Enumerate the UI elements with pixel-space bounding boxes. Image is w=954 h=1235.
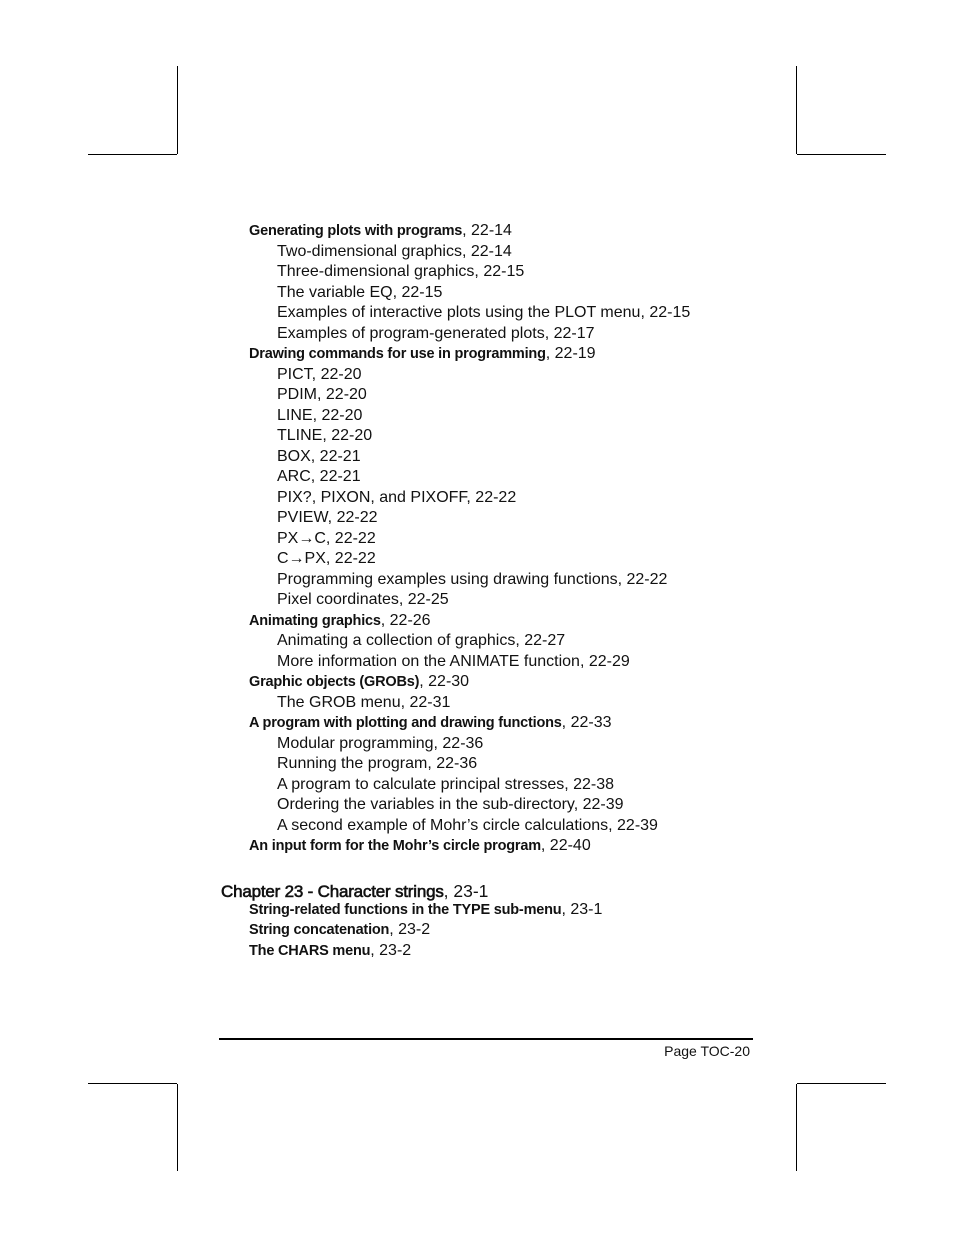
- toc-entry-text: Two-dimensional graphics, 22-14: [277, 242, 512, 260]
- toc-entry-text: PVIEW, 22-22: [277, 509, 378, 526]
- toc-entry-text: Running the program, 22-36: [277, 755, 478, 772]
- toc-section-entry: [249, 941, 411, 961]
- toc-entry-text: A second example of Mohr’s circle calculations, 22-39: [277, 816, 658, 834]
- toc-subsection-entry: [277, 693, 450, 713]
- toc-entry-title: Animating graphics: [249, 612, 381, 629]
- toc-entry-title: Generating plots with programs: [249, 223, 463, 239]
- toc-entry-page: , 22-30: [419, 673, 470, 690]
- toc-entry-page: , 23-2: [370, 941, 412, 959]
- toc-entry-text: Three-dimensional graphics, 22-15: [277, 263, 525, 280]
- toc-subsection-entry: [277, 795, 624, 815]
- toc-entry-page: , 22-14: [462, 222, 512, 239]
- toc-subsection-entry: [277, 447, 361, 467]
- toc-entry-text: PDIM, 22-20: [277, 386, 367, 403]
- toc-entry-text: PX→C, 22-22: [277, 529, 376, 547]
- toc-subsection-entry: [277, 467, 361, 487]
- toc-entry-text: LINE, 22-20: [277, 406, 363, 424]
- toc-subsection-entry: [277, 406, 362, 426]
- toc-section-entry: [249, 900, 602, 920]
- toc-entry-page: , 22-40: [540, 837, 591, 854]
- toc-entry-text: A program to calculate principal stresses, 22-38: [277, 775, 615, 793]
- toc-entry-page: , 22-26: [380, 611, 431, 629]
- toc-entry-text: Examples of program-generated plots, 22-17: [277, 324, 595, 342]
- toc-subsection-entry: [277, 570, 667, 590]
- toc-entry-text: Programming examples using drawing functions, 22-22: [277, 570, 668, 588]
- toc-entry-title: String concatenation: [249, 922, 390, 938]
- toc-subsection-entry: [277, 590, 449, 610]
- toc-subsection-entry: [277, 242, 512, 262]
- toc-entry-text: The variable EQ, 22-15: [277, 283, 443, 301]
- toc-section-entry: [249, 920, 430, 940]
- toc-entry-title: An input form for the Mohr’s circle program: [249, 838, 541, 854]
- toc-subsection-entry: [277, 529, 376, 549]
- toc-section-entry: [249, 713, 611, 733]
- toc-entry-title: The CHARS menu: [249, 942, 371, 959]
- toc-section-entry: [249, 672, 469, 692]
- toc-entry-text: PICT, 22-20: [277, 365, 362, 383]
- toc-entry-page: , 22-33: [561, 714, 612, 731]
- toc-section-entry: [249, 836, 591, 856]
- toc-subsection-entry: [277, 365, 361, 385]
- toc-entry-text: More information on the ANIMATE function, 22-29: [277, 652, 630, 670]
- toc-entry-title: Graphic objects (GROBs): [249, 674, 420, 690]
- toc-subsection-entry: [277, 775, 614, 795]
- toc-entry-text: C→PX, 22-22: [277, 550, 376, 567]
- toc-entry-title: A program with plotting and drawing functions: [249, 715, 562, 731]
- toc-entry-text: TLINE, 22-20: [277, 427, 373, 444]
- toc-entry-page: , 23-2: [389, 921, 431, 938]
- toc-entry-text: Animating a collection of graphics, 22-27: [277, 632, 566, 649]
- toc-entry-title: Chapter 23 - Character strings: [221, 881, 444, 901]
- toc-entry-text: PIX?, PIXON, and PIXOFF, 22-22: [277, 488, 517, 506]
- toc-subsection-entry: [277, 734, 483, 754]
- toc-entry-text: ARC, 22-21: [277, 468, 361, 485]
- toc-subsection-entry: [277, 426, 372, 446]
- footer-rule: [219, 1038, 753, 1040]
- toc-entry-page: , 22-19: [545, 345, 596, 362]
- toc-subsection-entry: [277, 283, 442, 303]
- toc-subsection-entry: [277, 303, 690, 323]
- toc-entry-text: Modular programming, 22-36: [277, 734, 484, 752]
- toc-entry-title: String-related functions in the TYPE sub-menu: [249, 901, 562, 918]
- page-number: Page TOC-20: [664, 1043, 750, 1059]
- toc-entry-text: The GROB menu, 22-31: [277, 693, 451, 711]
- toc-entry-text: Examples of interactive plots using the PLOT menu, 22-15: [277, 304, 691, 321]
- toc-subsection-entry: [277, 816, 658, 836]
- toc-subsection-entry: [277, 754, 477, 774]
- toc-section-entry: [249, 221, 512, 241]
- toc-entry-page: , 23-1: [443, 880, 489, 901]
- toc-subsection-entry: [277, 549, 376, 569]
- toc-subsection-entry: [277, 631, 565, 651]
- toc-subsection-entry: [277, 262, 524, 282]
- toc-subsection-entry: [277, 324, 595, 344]
- toc-section-entry: [249, 611, 431, 631]
- toc-subsection-entry: [277, 385, 367, 405]
- toc-entry-page: , 23-1: [561, 900, 603, 918]
- toc-entry-text: Ordering the variables in the sub-directory, 22-39: [277, 796, 624, 813]
- toc-entry-text: Pixel coordinates, 22-25: [277, 591, 449, 608]
- toc-entry-text: BOX, 22-21: [277, 447, 361, 465]
- toc-entry-title: Drawing commands for use in programming: [249, 346, 546, 362]
- toc-subsection-entry: [277, 508, 378, 528]
- toc-section-entry: [249, 344, 596, 364]
- toc-subsection-entry: [277, 488, 516, 508]
- toc-subsection-entry: [277, 652, 630, 672]
